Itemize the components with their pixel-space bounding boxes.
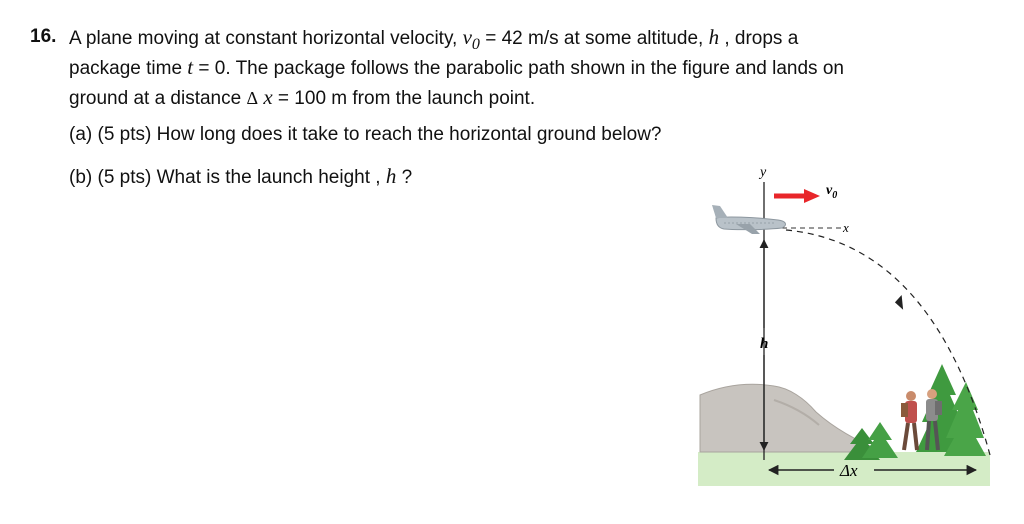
- problem-line-1: [69, 22, 798, 55]
- projectile-figure: [694, 160, 994, 490]
- part-b-text-a: (b) (5 pts) What is the launch height ,: [69, 167, 386, 188]
- v0-symbol: v: [462, 25, 472, 49]
- h-symbol: h: [708, 25, 720, 49]
- part-a: (a) (5 pts) How long does it take to reach the horizontal ground below?: [69, 124, 662, 145]
- h-label: h: [760, 336, 769, 352]
- problem-line-3: [69, 82, 535, 114]
- velocity-label: [826, 183, 837, 201]
- line2-text-a: package time: [69, 58, 188, 79]
- delta-x-label: Δx: [840, 461, 858, 480]
- problem-line-2: [69, 52, 844, 84]
- part-b-h-symbol: h: [385, 164, 397, 188]
- x-axis-label: x: [843, 220, 849, 235]
- line1-text-a: A plane moving at constant horizontal velocity,: [69, 28, 463, 49]
- velocity-arrow: [774, 189, 820, 203]
- velocity-v: v: [826, 183, 833, 198]
- y-axis-label: y: [760, 165, 767, 180]
- airplane-icon: [712, 205, 785, 234]
- t-symbol: t: [187, 55, 194, 79]
- velocity-sub: 0: [832, 190, 838, 201]
- line3-text-a: ground at a distance: [69, 88, 247, 109]
- line2-text-b: = 0. The package follows the parabolic path shown in the figure and lands on: [193, 58, 844, 79]
- line1-text-b: = 42 m/s at some altitude,: [479, 28, 709, 49]
- v0-subscript: 0: [471, 36, 480, 53]
- trajectory-arrowhead: [895, 295, 910, 310]
- delta-symbol: Δ: [246, 88, 259, 108]
- line1-text-c: , drops a: [719, 28, 799, 49]
- part-b-text-b: ?: [396, 167, 413, 188]
- line3-text-b: = 100 m from the launch point.: [272, 88, 536, 109]
- x-symbol: x: [263, 85, 273, 109]
- problem-number: 16.: [30, 26, 57, 47]
- part-b: [69, 161, 412, 193]
